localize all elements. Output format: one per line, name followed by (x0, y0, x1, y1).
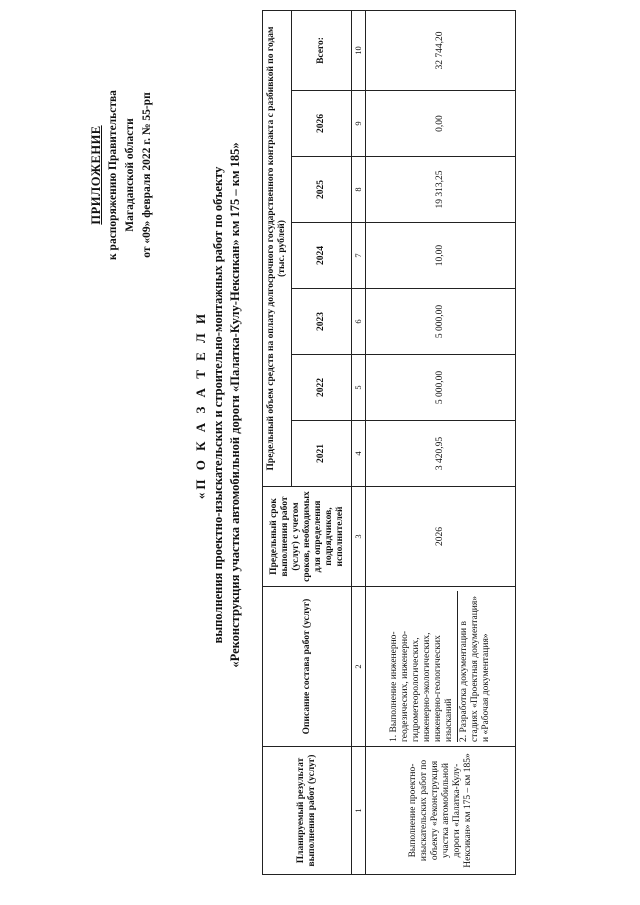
header-year: 2023 (292, 289, 352, 355)
cell-amount: 19 313,25 (366, 157, 516, 223)
header-description: Описание состава работ (услуг) (263, 587, 352, 747)
appendix-line: к распоряжению Правительства (107, 90, 119, 260)
description-item: 1. Выполнение инженерно-геодезических, инженерно-гидрометеорологических, инженерно-экологических, инженерно-геологических изысканий (389, 591, 458, 742)
header-funding: Предельный объем средств на оплату долгосрочного государственного контракта с разбивкой по годам (тыс. рублей) (263, 10, 292, 486)
document-heading (192, 35, 245, 775)
heading-object-name: «Реконструкция участка автомобильной дороги «Палатка-Кулу-Нексикан» км 175 – км 185» (228, 142, 242, 668)
cell-total: 32 744,20 (366, 10, 516, 90)
description-item: 2. Разработка документации в стадиях «Проектная документация» и «Рабочая документация» (459, 595, 491, 742)
appendix-block (88, 45, 156, 305)
column-number: 10 (352, 10, 366, 90)
cell-deadline: 2026 (366, 487, 516, 587)
column-number: 8 (352, 157, 366, 223)
cell-amount: 0,00 (366, 91, 516, 157)
column-number: 9 (352, 91, 366, 157)
cell-amount: 10,00 (366, 223, 516, 289)
table-row (366, 10, 516, 874)
header-year: 2021 (292, 421, 352, 487)
column-number: 4 (352, 421, 366, 487)
column-number: 6 (352, 289, 366, 355)
cell-planned-result: Выполнение проектно-изыскательских работ по объекту «Реконструкция участка автомобильной дороги «Палатка-Кулу-Нексикан» км 175 – км 185» (366, 747, 516, 875)
column-number: 1 (352, 747, 366, 875)
header-year: 2022 (292, 355, 352, 421)
heading-title: «П О К А З А Т Е Л И (193, 310, 208, 500)
heading-line: выполнения проектно-изыскательских и строительно-монтажных работ по объекту (210, 166, 225, 644)
header-deadline: Предельный срок выполнения работ (услуг) с учетом сроков, необходимых для определения подрядчиков, исполнителей (263, 487, 352, 587)
indicators-table (262, 10, 516, 875)
header-year: 2025 (292, 157, 352, 223)
column-number: 2 (352, 587, 366, 747)
column-number: 3 (352, 487, 366, 587)
header-year: 2026 (292, 91, 352, 157)
header-year: 2024 (292, 223, 352, 289)
column-number: 7 (352, 223, 366, 289)
column-number: 5 (352, 355, 366, 421)
appendix-date-line: от «09» февраля 2022 г. № 55-рп (141, 92, 153, 258)
cell-amount: 5 000,00 (366, 289, 516, 355)
appendix-title: ПРИЛОЖЕНИЕ (89, 125, 103, 225)
cell-amount: 5 000,00 (366, 355, 516, 421)
appendix-line: Магаданской области (124, 118, 136, 232)
header-planned-result: Планируемый результат выполнения работ (услуг) (263, 747, 352, 875)
cell-description (366, 587, 516, 747)
header-total: Всего: (292, 10, 352, 90)
cell-amount: 3 420,95 (366, 421, 516, 487)
